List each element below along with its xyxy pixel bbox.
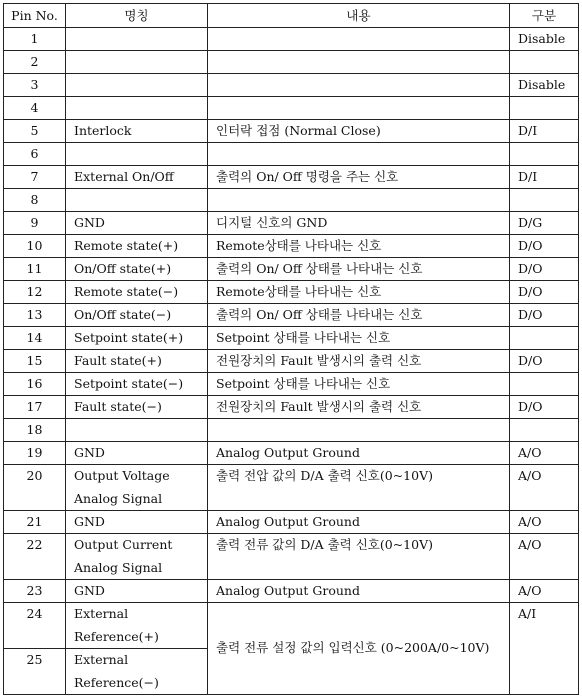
desc-cell [208,28,510,51]
type-cell [510,189,579,212]
desc-cell [208,419,510,442]
table-row [4,511,579,534]
pin-cell: 11 [4,258,66,281]
desc-cell: 디지털 신호의 GND [208,212,510,235]
table-row [4,51,579,74]
pin-cell: 5 [4,120,66,143]
name-cell: On/Off state(+) [66,258,208,281]
name-cell [66,28,208,51]
name-cell: Fault state(+) [66,350,208,373]
desc-cell: 인터락 접점 (Normal Close) [208,120,510,143]
name-cell [66,97,208,120]
desc-cell: Setpoint 상태를 나타내는 신호 [208,373,510,396]
type-cell: D/O [510,235,579,258]
type-cell [510,419,579,442]
type-cell: A/I [510,603,579,695]
desc-cell: 출력 전압 값의 D/A 출력 신호(0~10V) [208,465,510,511]
table-row [4,97,579,120]
name-cell [66,51,208,74]
pin-cell: 25 [4,649,66,695]
pin-cell: 21 [4,511,66,534]
desc-cell: 전원장치의 Fault 발생시의 출력 신호 [208,350,510,373]
type-cell: D/O [510,304,579,327]
table-row [4,373,579,396]
name-cell [66,419,208,442]
type-cell [510,51,579,74]
name-cell: Output Voltage Analog Signal [66,465,208,511]
pin-cell: 15 [4,350,66,373]
name-cell: Interlock [66,120,208,143]
desc-cell: 출력의 On/ Off 상태를 나타내는 신호 [208,258,510,281]
desc-cell: Analog Output Ground [208,580,510,603]
desc-cell: Analog Output Ground [208,511,510,534]
pin-cell: 3 [4,74,66,97]
pin-cell: 10 [4,235,66,258]
type-cell: A/O [510,511,579,534]
desc-cell [208,143,510,166]
table-row [4,212,579,235]
desc-cell: 전원장치의 Fault 발생시의 출력 신호 [208,396,510,419]
type-cell: A/O [510,580,579,603]
type-cell: D/O [510,350,579,373]
name-cell: GND [66,511,208,534]
type-cell: D/O [510,281,579,304]
name-cell: Setpoint state(−) [66,373,208,396]
type-cell: D/O [510,258,579,281]
name-cell: External Reference(+) [66,603,208,649]
name-cell: Remote state(+) [66,235,208,258]
pin-cell: 14 [4,327,66,350]
name-cell: GND [66,212,208,235]
pin-cell: 4 [4,97,66,120]
table-row [4,327,579,350]
pin-cell: 22 [4,534,66,580]
desc-cell: 출력 전류 설정 값의 입력신호 (0~200A/0~10V) [208,603,510,695]
pin-cell: 12 [4,281,66,304]
table-row [4,580,579,603]
desc-cell: 출력의 On/ Off 명령을 주는 신호 [208,166,510,189]
desc-cell: Analog Output Ground [208,442,510,465]
pin-cell: 23 [4,580,66,603]
pin-cell: 20 [4,465,66,511]
name-cell: External Reference(−) [66,649,208,695]
pin-cell: 16 [4,373,66,396]
pin-cell: 2 [4,51,66,74]
name-cell: Setpoint state(+) [66,327,208,350]
name-cell [66,74,208,97]
type-cell [510,373,579,396]
type-cell: D/I [510,120,579,143]
type-cell: A/O [510,465,579,511]
desc-cell [208,51,510,74]
table-row [4,143,579,166]
name-cell [66,189,208,212]
name-cell: Fault state(−) [66,396,208,419]
name-cell: Remote state(−) [66,281,208,304]
desc-cell [208,189,510,212]
pin-cell: 24 [4,603,66,649]
table-row [4,396,579,419]
pin-cell: 9 [4,212,66,235]
name-cell: GND [66,442,208,465]
type-cell: D/I [510,166,579,189]
type-cell [510,143,579,166]
pin-cell: 13 [4,304,66,327]
type-cell: D/G [510,212,579,235]
name-cell [66,143,208,166]
pin-table [3,3,579,695]
pin-cell: 8 [4,189,66,212]
desc-cell: 출력의 On/ Off 상태를 나타내는 신호 [208,304,510,327]
type-cell [510,97,579,120]
header-name: 명칭 [66,4,208,28]
pin-cell: 17 [4,396,66,419]
pin-cell: 19 [4,442,66,465]
desc-cell [208,97,510,120]
table-row [4,74,579,97]
table-row [4,258,579,281]
type-cell: Disable [510,28,579,51]
table-row [4,419,579,442]
table-row [4,442,579,465]
desc-cell: 출력 전류 값의 D/A 출력 신호(0~10V) [208,534,510,580]
pin-cell: 1 [4,28,66,51]
type-cell: D/O [510,396,579,419]
table-row [4,281,579,304]
table-row [4,350,579,373]
table-row [4,304,579,327]
pin-cell: 6 [4,143,66,166]
header-pin: Pin No. [4,4,66,28]
pin-cell: 7 [4,166,66,189]
desc-cell: Remote상태를 나타내는 신호 [208,235,510,258]
name-cell: External On/Off [66,166,208,189]
type-cell: A/O [510,534,579,580]
type-cell: A/O [510,442,579,465]
desc-cell: Remote상태를 나타내는 신호 [208,281,510,304]
table-row [4,28,579,51]
table-row [4,166,579,189]
table-row [4,189,579,212]
name-cell: Output Current Analog Signal [66,534,208,580]
table-row [4,465,579,511]
type-cell [510,327,579,350]
table-row [4,534,579,580]
desc-cell [208,74,510,97]
pin-cell: 18 [4,419,66,442]
name-cell: On/Off state(−) [66,304,208,327]
table-row [4,120,579,143]
type-cell: Disable [510,74,579,97]
table-row [4,603,579,649]
name-cell: GND [66,580,208,603]
table-row [4,235,579,258]
header-row [4,4,579,28]
header-type: 구분 [510,4,579,28]
header-desc: 내용 [208,4,510,28]
desc-cell: Setpoint 상태를 나타내는 신호 [208,327,510,350]
